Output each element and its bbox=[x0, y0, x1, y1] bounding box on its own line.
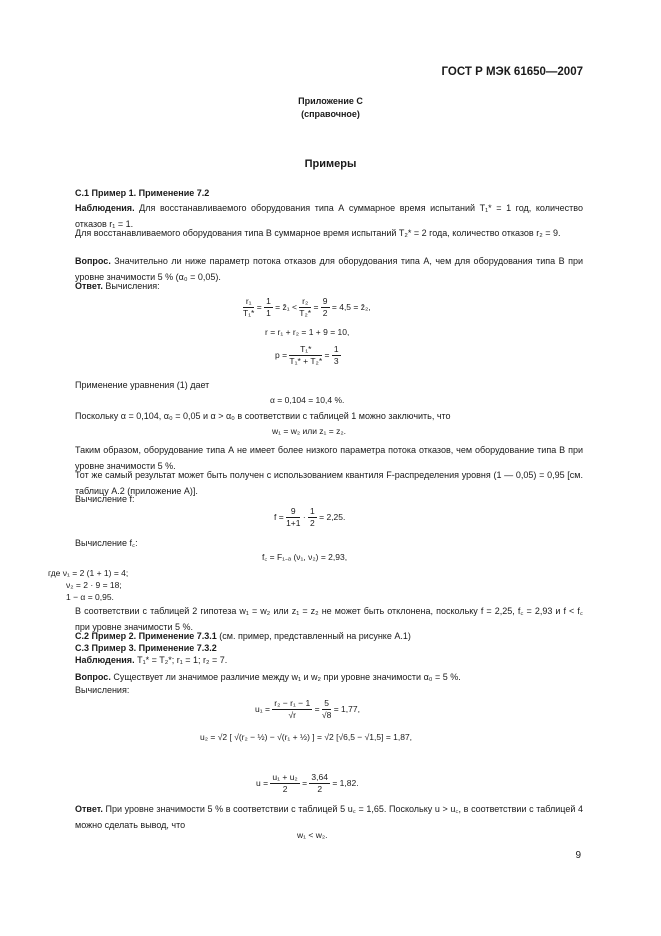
u1-result: = 1,77, bbox=[333, 703, 360, 714]
u-result: = 1,82. bbox=[332, 777, 359, 788]
equation-f: f = $\frac{9}{1+1}$ · $\frac{1}{2}$ = 2,25. bbox=[274, 506, 346, 528]
where-line-1: где ν₁ = 2 (1 + 1) = 4; bbox=[48, 568, 129, 578]
c1-observation-2: Для восстанавливаемого оборудования типа В суммарное время испытаний T₂* = 2 года, количество отказов r₂ = 9. bbox=[75, 228, 561, 238]
c3-observation bbox=[75, 652, 583, 668]
where-line-2: ν₂ = 2 · 9 = 18; bbox=[66, 580, 122, 590]
c3-obs-label: Наблюдения. bbox=[75, 655, 135, 665]
c2-heading: С.2 Пример 2. Применение 7.3.1 bbox=[75, 631, 217, 641]
equation-alpha: α = 0,104 = 10,4 %. bbox=[270, 395, 345, 405]
c1-answer bbox=[75, 278, 583, 294]
c2-tail: (см. пример, представленный на рисунке А.1) bbox=[219, 631, 411, 641]
calc-fc-label: Вычисление f꜀: bbox=[75, 538, 138, 548]
equation-final: w₁ < w₂. bbox=[297, 830, 328, 840]
apply-text: Применение уравнения (1) дает bbox=[75, 380, 210, 390]
c3-answer-text: При уровне значимости 5 % в соответствии с таблицей 5 u꜀ = 1,65. Поскольку u > u꜀, в соответствии с таблицей 4 можно сделать вывод, что bbox=[75, 804, 583, 830]
equation-r: r = r₁ + r₂ = 1 + 9 = 10, bbox=[265, 327, 350, 337]
c3-q-text: Существует ли значимое различие между w₁ и w₂ при уровне значимости α₀ = 5 %. bbox=[113, 672, 461, 682]
since-text: Поскольку α = 0,104, α₀ = 0,05 и α > α₀ в соответствии с таблицей 1 можно заключить, что bbox=[75, 411, 451, 421]
conclusion-text: Таким образом, оборудование типа А не имеет более низкого параметра потока отказов, чем оборудование типа В при уровне значимости 5 %. bbox=[75, 445, 583, 471]
question-label: Вопрос. bbox=[75, 256, 111, 266]
question-text: Значительно ли ниже параметр потока отказов для оборудования типа А, чем для оборудования типа В при уровне значимости 5 % (α₀ = 0,05). bbox=[75, 256, 583, 282]
u2-result: = √2 [√6,5 − √1,5] = 1,87, bbox=[317, 732, 413, 742]
obs-text: Для восстанавливаемого оборудования типа А суммарное время испытаний T₁* = 1 год, количество отказов r₁ = 1. bbox=[75, 203, 583, 229]
same-result-text: Тот же самый результат может быть получен с использованием квантиля F-распределения уровня (1 — 0,05) = 0,95 [см. таблицу А.2 (приложение А)]. bbox=[75, 470, 583, 496]
equation-u: u = $\frac{\text{u₁ + u₂}}{2}$ = $\frac{3,64}{2}$ = 1,82. bbox=[256, 772, 359, 794]
where-line-3: 1 − α = 0,95. bbox=[66, 592, 114, 602]
document-header: ГОСТ Р МЭК 61650—2007 bbox=[441, 66, 583, 78]
appendix-subtitle: (справочное) bbox=[301, 109, 360, 119]
table2-text: В соответствии с таблицей 2 гипотеза w₁ = w₂ или z₁ = z₂ не может быть отклонена, поскольку f = 2,25, f꜀ = 2,93 и f < f꜀ при уровне значимости 5 %. bbox=[75, 606, 583, 632]
answer-text: Вычисления: bbox=[105, 281, 160, 291]
c3-answer bbox=[75, 801, 583, 833]
c3-q-label: Вопрос. bbox=[75, 672, 111, 682]
equation-fc: f꜀ = F₁₋ₐ (ν₁, ν₂) = 2,93, bbox=[262, 552, 348, 562]
equation-u2: u₂ = √2 [ √(r₂ − ½) − √(r₁ + ½) ] = √2 [√6,5 − √1,5] = 1,87, bbox=[200, 732, 413, 742]
c1-heading: С.1 Пример 1. Применение 7.2 bbox=[75, 188, 210, 198]
equation-w: w₁ = w₂ или z₁ = z₂. bbox=[272, 426, 347, 436]
c3-calc-label: Вычисления: bbox=[75, 685, 130, 695]
c3-obs-text: T₁* = T₂*; r₁ = 1; r₂ = 7. bbox=[137, 655, 228, 665]
page-number: 9 bbox=[575, 850, 581, 861]
c3-heading: С.3 Пример 3. Применение 7.3.2 bbox=[75, 643, 217, 653]
section-title: Примеры bbox=[304, 158, 357, 170]
obs-label: Наблюдения. bbox=[75, 203, 135, 213]
calc-f-label: Вычисление f: bbox=[75, 494, 135, 504]
appendix-title: Приложение С bbox=[298, 96, 363, 106]
equation-ratio: $\frac{\text{r₁}}{\text{T₁*}}$ = $\frac{1}{1}$ = ẑ₁ < $\frac{\text{r₂}}{\text{T₂*}}$ = $\frac{9}{2}$ = 4,5 = ẑ₂, bbox=[243, 296, 371, 318]
equation-p: p = $\frac{\text{T₁*}}{\text{T₁* + T₂*}}$ = $\frac{1}{3}$ bbox=[275, 344, 339, 366]
answer-label: Ответ. bbox=[75, 281, 103, 291]
c3-answer-label: Ответ. bbox=[75, 804, 103, 814]
equation-u1: u₁ = $\frac{\text{r₂ − r₁ − 1}}{√r}$ = $\frac{5}{√8}$ = 1,77, bbox=[255, 698, 360, 720]
